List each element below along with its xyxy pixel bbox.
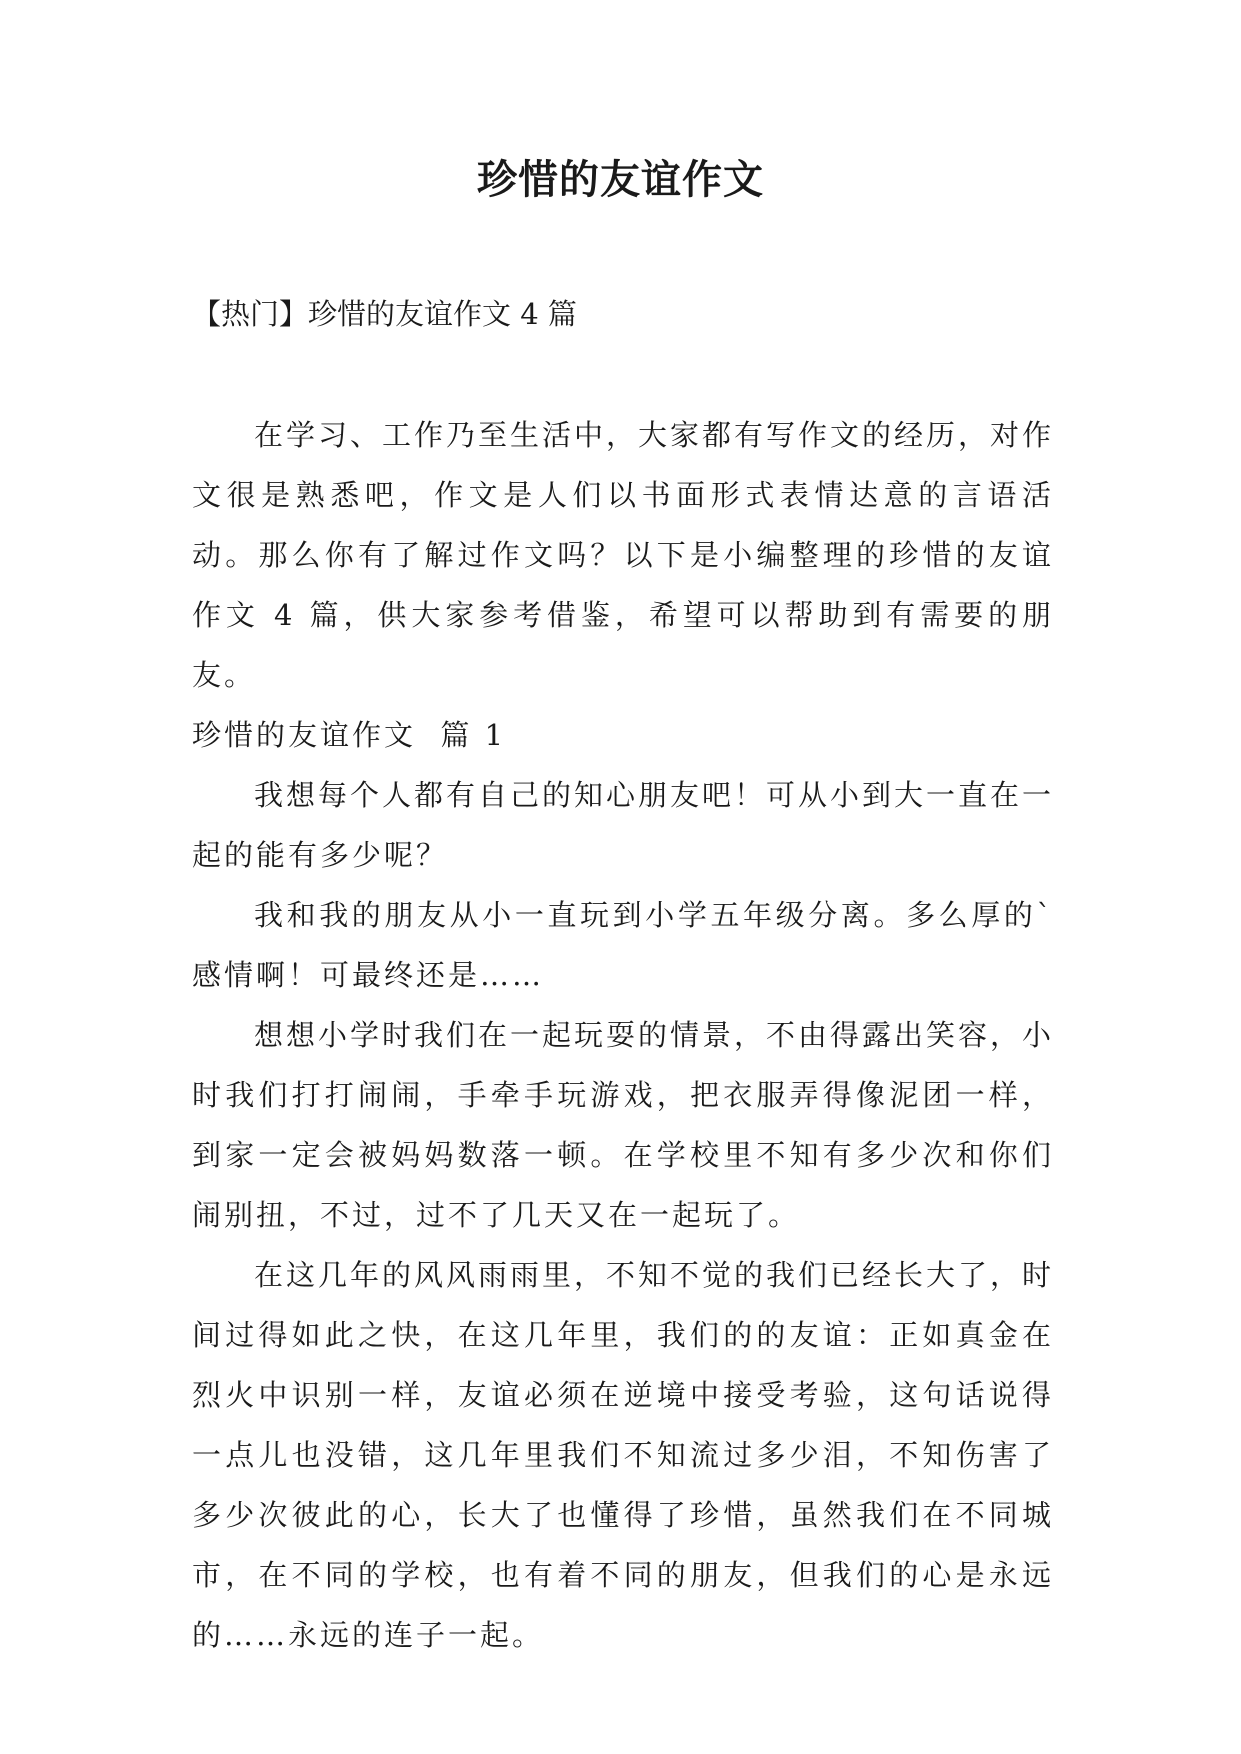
section-heading: 珍惜的友谊作文 篇 1 (192, 718, 507, 752)
body-paragraph: 想想小学时我们在一起玩耍的情景，不由得露出笑容，小时我们打打闹闹，手牵手玩游戏，把衣服弄得像泥团一样，到家一定会被妈妈数落一顿。在学校里不知有多少次和你们闹别扭，不过，过不了几天又在一起玩了。 (192, 1018, 1055, 1232)
intro-paragraph: 在学习、工作乃至生活中，大家都有写作文的经历，对作文很是熟悉吧，作文是人们以书面形式表情达意的言语活动。那么你有了解过作文吗？以下是小编整理的珍惜的友谊作文 4 篇，供大家参考借鉴，希望可以帮助到有需要的朋友。 (192, 418, 1055, 692)
body-paragraph: 我和我的朋友从小一直玩到小学五年级分离。多么厚的`感情啊！可最终还是…… (192, 898, 1054, 992)
document-title: 珍惜的友谊作文 (477, 156, 764, 203)
body-paragraph: 在这几年的风风雨雨里，不知不觉的我们已经长大了，时间过得如此之快，在这几年里，我们的的友谊：正如真金在烈火中识别一样，友谊必须在逆境中接受考验，这句话说得一点儿也没错，这几年里我们不知流过多少泪，不知伤害了多少次彼此的心，长大了也懂得了珍惜，虽然我们在不同城市，在不同的学校，也有着不同的朋友，但我们的心是永远的……永远的连子一起。 (192, 1258, 1055, 1652)
body-paragraph: 我想每个人都有自己的知心朋友吧！可从小到大一直在一起的能有多少呢？ (192, 778, 1055, 872)
document-body (192, 405, 1054, 1665)
document-subtitle: 【热门】珍惜的友谊作文 4 篇 (192, 297, 577, 331)
